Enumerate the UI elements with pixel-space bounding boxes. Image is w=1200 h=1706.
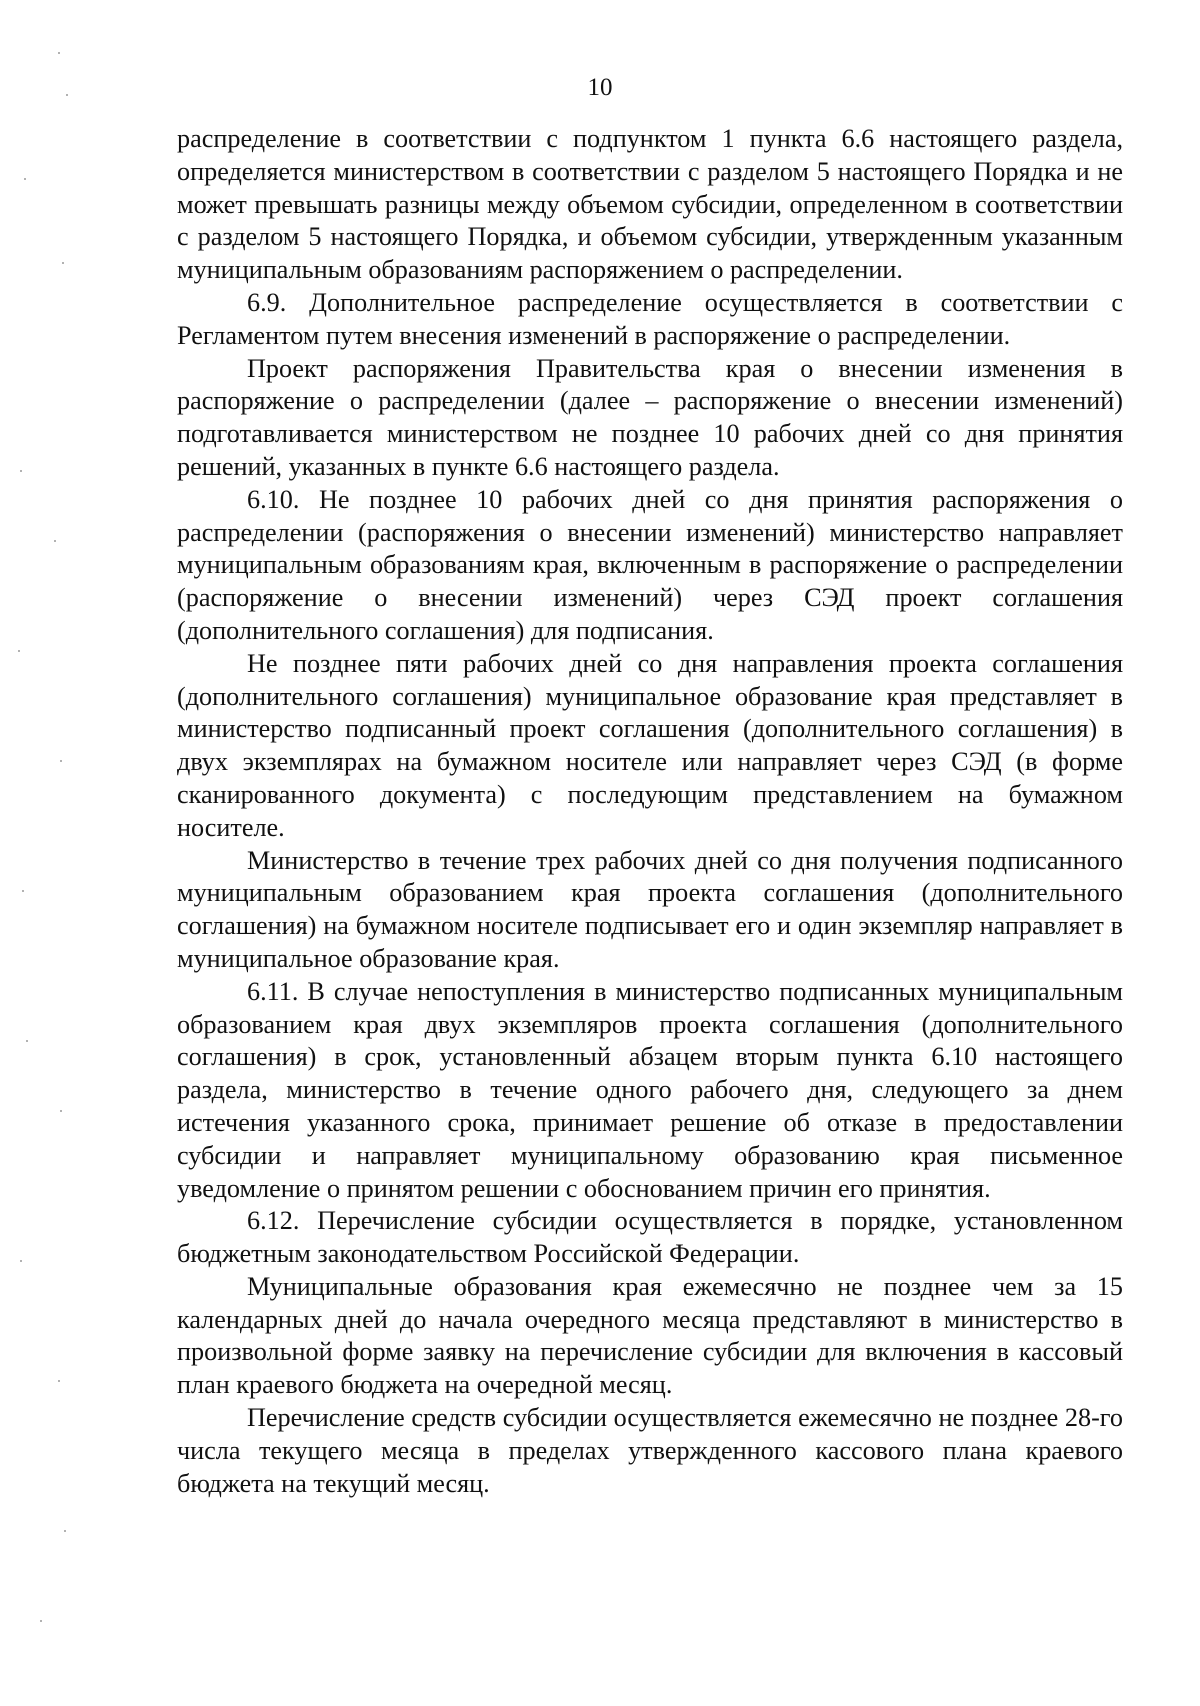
page-number: 10 [587, 74, 613, 101]
scan-speck [24, 178, 26, 180]
paragraph-6-11: 6.11. В случае непоступления в министерство подписанных муниципальным образованием края двух экземпляров проекта соглашения (дополнительного соглашения) в срок, установленный абзацем вторым пункта 6.10 настоящего раздела, министерство в течение одного рабочего дня, следующего за днем истечения указанного срока, принимает решение об отказе в предоставлении субсидии и направляет муниципальному образованию края письменное уведомление о принятом решении с обоснованием причин его принятия. [177, 976, 1123, 1203]
scan-speck [54, 540, 56, 542]
paragraph-five-days: Не позднее пяти рабочих дней со дня направления проекта соглашения (дополнительного соглашения) муниципальное образование края представляет в министерство подписанный проект соглашения (дополнительного соглашения) в двух экземплярах на бумажном носителе или направляет через СЭД (в форме сканированного документа) с последующим представлением на бумажном носителе. [177, 648, 1123, 842]
paragraph-monthly-request: Муниципальные образования края ежемесячно не позднее чем за 15 календарных дней до начала очередного месяца представляют в министерство в произвольной форме заявку на перечисление субсидии для включения в кассовый план краевого бюджета на очередной месяц. [177, 1271, 1123, 1400]
scan-speck [60, 760, 62, 762]
paragraph-ministry-signs: Министерство в течение трех рабочих дней со дня получения подписанного муниципальным образованием края проекта соглашения (дополнительного соглашения) на бумажном носителе подписывает его и один экземпляр направляет в муниципальное образование края. [177, 845, 1123, 973]
scan-speck [26, 1040, 28, 1042]
document-body [177, 123, 1123, 1500]
scan-speck [60, 1110, 62, 1112]
scan-speck [20, 470, 22, 472]
paragraph-6-9: 6.9. Дополнительное распределение осуществляется в соответствии с Регламентом путем внесения изменений в распоряжение о распределении. [177, 287, 1123, 350]
paragraph-draft-order: Проект распоряжения Правительства края о внесении изменения в распоряжение о распределении (далее – распоряжение о внесении изменений) подготавливается министерством не позднее 10 рабочих дней со дня принятия решений, указанных в пункте 6.6 настоящего раздела. [177, 353, 1123, 481]
scan-speck [22, 890, 24, 892]
scan-speck [64, 1530, 66, 1532]
paragraph-6-12: 6.12. Перечисление субсидии осуществляется в порядке, установленном бюджетным законодательством Российской Федерации. [177, 1206, 1123, 1269]
scan-speck [58, 1380, 60, 1382]
paragraph-continuation: распределение в соответствии с подпунктом 1 пункта 6.6 настоящего раздела, определяется министерством в соответствии с разделом 5 настоящего Порядка и не может превышать разницы между объемом субсидии, определенном в соответствии с разделом 5 настоящего Порядка, и объемом субсидии, утвержденным указанным муниципальным образованиям распоряжением о распределении. [177, 124, 1123, 285]
scan-speck [58, 52, 60, 54]
scan-speck [20, 1260, 22, 1262]
paragraph-6-10: 6.10. Не позднее 10 рабочих дней со дня принятия распоряжения о распределении (распоряжения о внесении изменений) министерство направляет муниципальным образованиям края, включенным в распоряжение о распределении (распоряжение о внесении изменений) через СЭД проект соглашения (дополнительного соглашения) для подписания. [177, 484, 1123, 645]
scan-speck [18, 650, 20, 652]
paragraph-transfer-deadline: Перечисление средств субсидии осуществляется ежемесячно не позднее 28-го числа текущего месяца в пределах утвержденного кассового плана краевого бюджета на текущий месяц. [177, 1403, 1123, 1498]
scan-speck [66, 94, 68, 96]
scan-speck [40, 1620, 42, 1622]
scan-speck [62, 262, 64, 264]
